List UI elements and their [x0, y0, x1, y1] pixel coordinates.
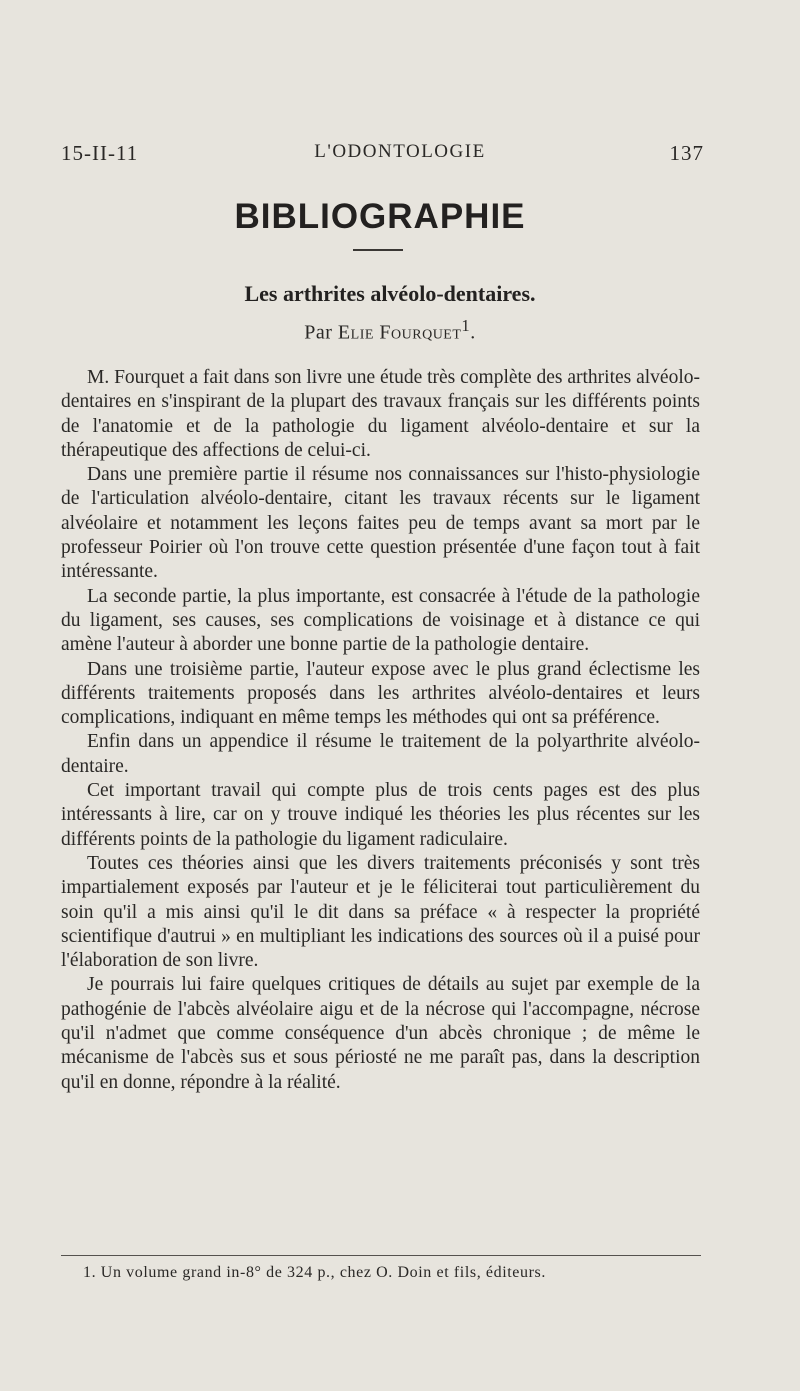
paragraph: Dans une troisième partie, l'auteur expose avec le plus grand éclectisme les différents traitements proposés dans les arthrites alvéolo-dentaires et leurs complications, indiquant en même temps les méthodes qui ont sa préférence.: [61, 658, 700, 729]
paragraph: Toutes ces théories ainsi que les divers traitements préconisés y sont très impartialement exposés par l'auteur et je le féliciterai tout particulièrement du soin qu'il a mis ainsi qu'il le dit dans sa préface « à respecter la propriété scientifique d'autrui » en multipliant les indications des sources où il a puisé pour l'élaboration de son livre.: [61, 852, 700, 972]
journal-title: L'ODONTOLOGIE: [314, 141, 486, 162]
byline-prefix: Par: [304, 321, 333, 344]
paragraph: Cet important travail qui compte plus de trois cents pages est des plus intéressants à lire, car on y trouve indiqué les théories les plus récentes sur les différents points de la pathologie du ligament radiculaire.: [61, 780, 700, 850]
footnote-marker: 1: [461, 316, 471, 335]
paragraph: M. Fourquet a fait dans son livre une étude très complète des arthrites alvéolo-dentaires en s'inspirant de la plupart des travaux français sur les différents points de l'anatomie et de la pathologie du ligament alvéolo-dentaire et sur la thérapeutique des affections de celui-ci.: [61, 367, 700, 461]
byline-suffix: .: [470, 321, 476, 344]
paragraph: Je pourrais lui faire quelques critiques de détails au sujet par exemple de la pathogénie de l'abcès alvéolaire aigu et de la nécrose qui l'accompagne, nécrose qu'il n'admet que comme conséquence d'un abcès chronique ; de même le mécanisme de l'abcès sus et sous périosté ne me paraît pas, dans la description qu'il en donne, répondre à la réalité.: [61, 974, 700, 1093]
paragraph: La seconde partie, la plus importante, est consacrée à l'étude de la pathologie du ligament, ses causes, ses complications de voisinage et à distance ce qui amène l'auteur à aborder une bonne partie de la pathologie dentaire.: [61, 585, 700, 656]
section-title: BIBLIOGRAPHIE: [234, 197, 526, 236]
article-body: [61, 366, 700, 1095]
article-title: Les arthrites alvéolo-dentaires.: [244, 281, 536, 306]
issue-date: 15-II-11: [61, 141, 139, 165]
paragraph: Enfin dans un appendice il résume le traitement de la polyarthrite alvéolo-dentaire.: [61, 731, 700, 777]
title-divider: [353, 249, 403, 251]
byline: [0, 316, 780, 345]
footnote: 1. Un volume grand in-8° de 324 p., chez O. Doin et fils, éditeurs.: [83, 1264, 546, 1281]
footnote-divider: [61, 1255, 701, 1256]
running-head: [0, 141, 800, 171]
page-number: 137: [669, 141, 704, 165]
paragraph: Dans une première partie il résume nos connaissances sur l'histo-physiologie de l'articulation alvéolo-dentaire, citant les travaux récents sur le ligament alvéolaire et notamment les leçons faites peu de temps avant sa mort par le professeur Poirier où l'on trouve cette question présentée d'une façon tout à fait intéressante.: [61, 464, 700, 583]
author-name: Elie Fourquet: [337, 321, 462, 344]
